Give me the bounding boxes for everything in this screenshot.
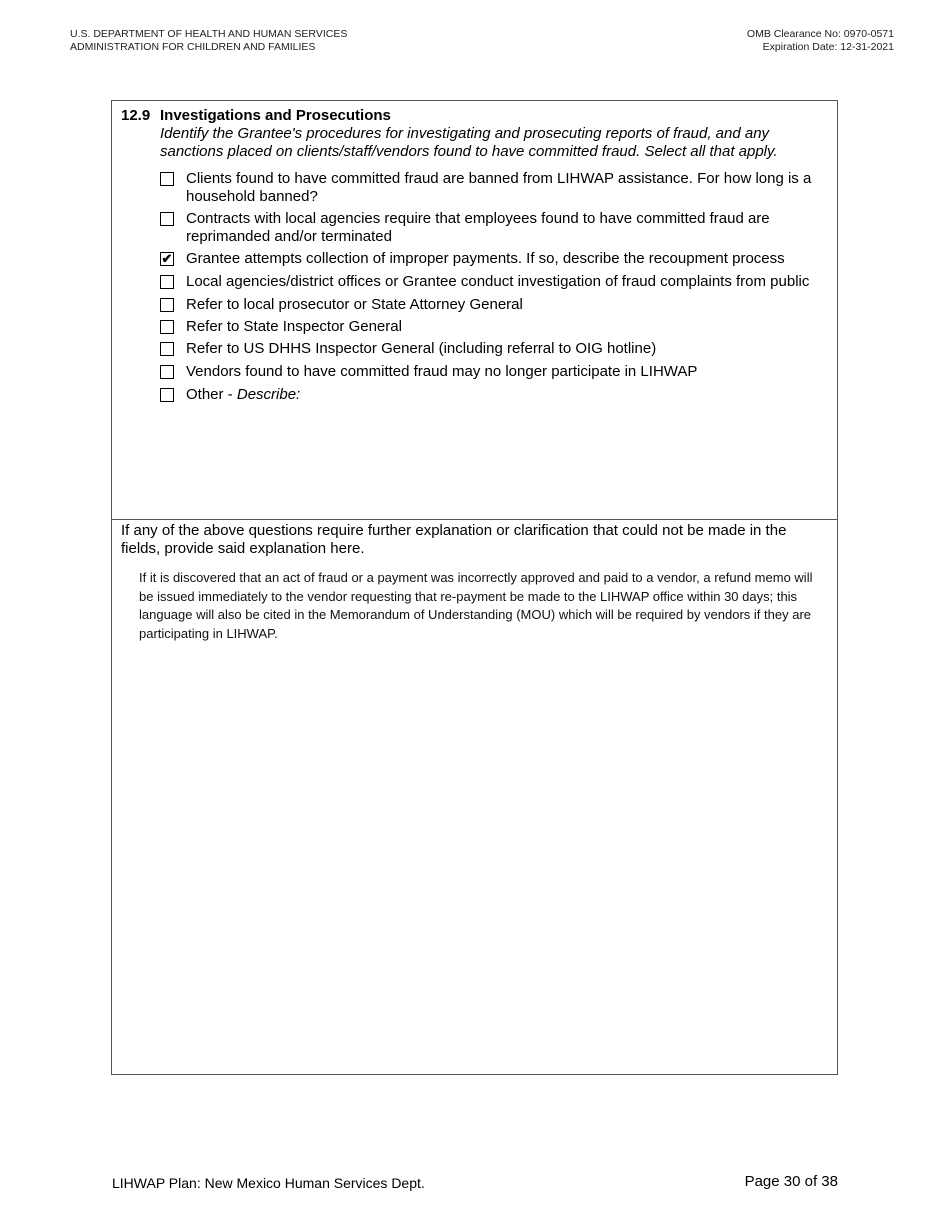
- option-label: Clients found to have committed fraud are banned from LIHWAP assistance. For how long is a household banned?: [186, 170, 812, 205]
- omb-clearance: OMB Clearance No: 0970-0571: [746, 28, 894, 40]
- checkbox[interactable]: ✔: [161, 251, 173, 266]
- explanation-section: [111, 519, 838, 1075]
- checkbox[interactable]: [160, 275, 174, 289]
- option-label: Refer to US DHHS Inspector General (including referral to OIG hotline): [186, 340, 657, 357]
- agency-line-1: U.S. DEPARTMENT OF HEALTH AND HUMAN SERVICES: [70, 28, 348, 40]
- checkbox[interactable]: [160, 388, 174, 402]
- section-instructions: Identify the Grantee's procedures for investigating and prosecuting reports of fraud, and any sanctions placed on clients/staff/vendors found to have committed fraud. Select all that apply.: [160, 125, 778, 160]
- agency-line-2: ADMINISTRATION FOR CHILDREN AND FAMILIES: [70, 40, 316, 53]
- option-contracts-employees[interactable]: [160, 210, 832, 246]
- checkbox[interactable]: [160, 365, 174, 379]
- option-label: Vendors found to have committed fraud may no longer participate in LIHWAP: [186, 363, 698, 380]
- option-label: Refer to State Inspector General: [186, 318, 402, 335]
- section-number: 12.9: [121, 107, 151, 124]
- option-clients-banned[interactable]: [160, 170, 832, 206]
- section-heading: [121, 107, 391, 124]
- omb-header: [747, 28, 894, 53]
- option-vendors-excluded[interactable]: [160, 363, 832, 381]
- option-collection-improper-payments[interactable]: [160, 250, 832, 268]
- section-title: Investigations and Prosecutions: [160, 107, 391, 124]
- page-number: Page 30 of 38: [744, 1173, 838, 1190]
- section-investigations-prosecutions: [111, 100, 838, 519]
- checkbox[interactable]: [160, 172, 174, 186]
- option-refer-dhhs-ig[interactable]: [160, 340, 832, 358]
- agency-header: [70, 28, 347, 53]
- option-other[interactable]: [160, 386, 832, 404]
- option-label: Grantee attempts collection of improper payments. If so, describe the recoupment process: [186, 250, 785, 267]
- option-label: Local agencies/district offices or Grantee conduct investigation of fraud complaints from public: [186, 273, 810, 290]
- checkbox[interactable]: [160, 298, 174, 312]
- describe-prompt: Describe:: [236, 386, 301, 403]
- checkbox[interactable]: [160, 212, 174, 226]
- option-label: Refer to local prosecutor or State Attorney General: [186, 296, 523, 313]
- option-label: Other -: [186, 386, 237, 403]
- option-refer-prosecutor[interactable]: [160, 296, 832, 314]
- checkbox[interactable]: [160, 342, 174, 356]
- option-refer-state-ig[interactable]: [160, 318, 832, 336]
- option-investigation-complaints[interactable]: [160, 273, 832, 291]
- expiration-date: Expiration Date: 12-31-2021: [762, 40, 894, 53]
- footer-plan: LIHWAP Plan: New Mexico Human Services Dept.: [112, 1175, 425, 1191]
- checkbox[interactable]: [160, 320, 174, 334]
- explanation-text-field[interactable]: If it is discovered that an act of fraud or a payment was incorrectly approved and paid to a vendor, a refund memo will be issued immediately to the vendor requesting that re-payment be made to the LIHWAP office within 30 days; this language will also be cited in the Memorandum of Understanding (MOU) which will be required by vendors if they are participating in LIHWAP.: [139, 570, 813, 641]
- option-label: Contracts with local agencies require that employees found to have committed fraud are reprimanded and/or terminated: [186, 210, 770, 245]
- explanation-prompt: If any of the above questions require further explanation or clarification that could not be made in the fields, provide said explanation here.: [121, 522, 787, 557]
